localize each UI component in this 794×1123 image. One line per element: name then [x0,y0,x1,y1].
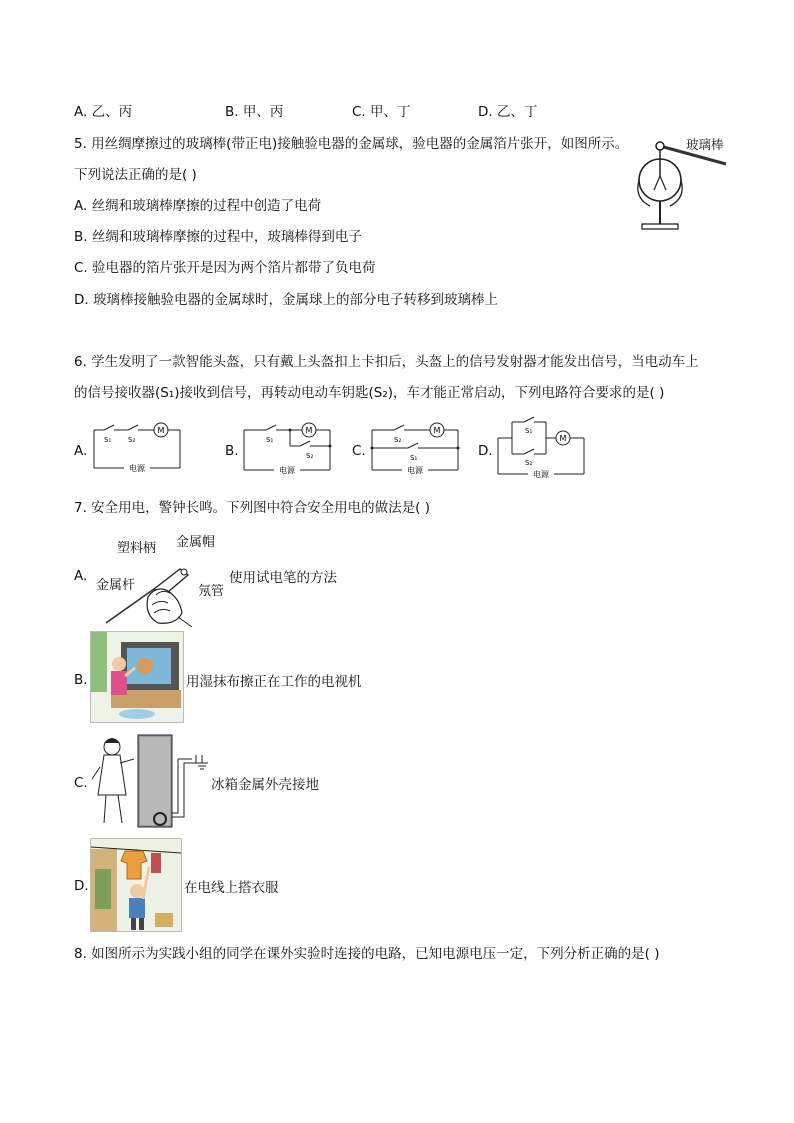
q6-option-c-letter: C. [352,443,366,459]
glass-rod-label: 玻璃棒 [686,137,724,152]
neon-tube-label: 氖管 [198,584,225,599]
q6-stem-line1: 6. 学生发明了一款智能头盔，只有戴上头盔扣上卡扣后，头盔上的信号发射器才能发出信号，当电动车上 [74,354,699,370]
q7-option-a-caption: 使用试电笔的方法 [229,570,337,586]
q7-option-d-caption: 在电线上搭衣服 [184,880,279,896]
metal-rod-label: 金属杆 [96,578,136,593]
motor-label: M [559,434,567,443]
q7-stem: 7. 安全用电，警钟长鸣。下列图中符合安全用电的做法是( ) [74,500,430,516]
q8-stem: 8. 如图所示为实践小组的同学在课外实验时连接的电路，已知电源电压一定，下列分析正确的是( ) [74,946,660,962]
metal-cap-label: 金属帽 [176,535,216,550]
wiping-tv-image [90,631,184,723]
motor-label: M [433,426,441,435]
q5-option-a: A. 丝绸和玻璃棒摩擦的过程中创造了电荷 [74,198,322,214]
q4-option-c: C. 甲、丁 [352,104,411,120]
q5-option-c: C. 验电器的箔片张开是因为两个箔片都带了负电荷 [74,260,376,276]
q6-stem-line2: 的信号接收器(S₁)接收到信号，再转动电动车钥匙(S₂)，车才能正常启动，下列电路符合要求的是( ) [74,385,665,401]
circuit-d [494,414,590,482]
q5-option-b: B. 丝绸和玻璃棒摩擦的过程中，玻璃棒得到电子 [74,229,362,245]
q7-option-b-letter: B. [74,672,88,688]
s1-label: S₁ [266,436,274,444]
s1-label: S₁ [410,454,418,462]
s1-label: S₁ [525,427,533,435]
s2-label: S₂ [306,452,314,460]
motor-label: M [157,426,165,435]
q4-option-b: B. 甲、丙 [225,104,284,120]
q7-option-a-letter: A. [74,568,88,584]
circuit-c [368,418,464,478]
q6-option-d-letter: D. [478,443,493,459]
q5-stem-line1: 5. 用丝绸摩擦过的玻璃棒(带正电)接触验电器的金属球，验电器的金属箔片张开，如图所示。 [74,136,629,152]
q6-option-b-letter: B. [225,443,239,459]
plastic-handle-label: 塑料柄 [117,541,157,556]
motor-label: M [305,426,313,435]
q7-option-d-letter: D. [74,878,89,894]
s2-label: S₂ [394,436,402,444]
clothes-on-wire-image [90,838,182,932]
q4-option-d: D. 乙、丁 [478,104,538,120]
power-label: 电源 [407,466,423,475]
s2-label: S₂ [128,436,136,444]
q7-option-c-caption: 冰箱金属外壳接地 [211,777,319,793]
circuit-a [90,418,186,476]
q7-option-c-letter: C. [74,775,88,791]
grounded-fridge-figure [90,733,210,829]
q5-stem-line2: 下列说法正确的是( ) [74,167,197,183]
q7-option-b-caption: 用湿抹布擦正在工作的电视机 [186,674,362,690]
power-label: 电源 [129,464,145,473]
power-label: 电源 [533,470,549,479]
power-label: 电源 [279,466,295,475]
q6-option-a-letter: A. [74,443,88,459]
circuit-b [240,418,336,478]
s2-label: S₂ [525,459,533,467]
q4-option-a: A. 乙、丙 [74,104,133,120]
q5-option-d: D. 玻璃棒接触验电器的金属球时，金属球上的部分电子转移到玻璃棒上 [74,292,498,308]
s1-label: S₁ [104,436,112,444]
